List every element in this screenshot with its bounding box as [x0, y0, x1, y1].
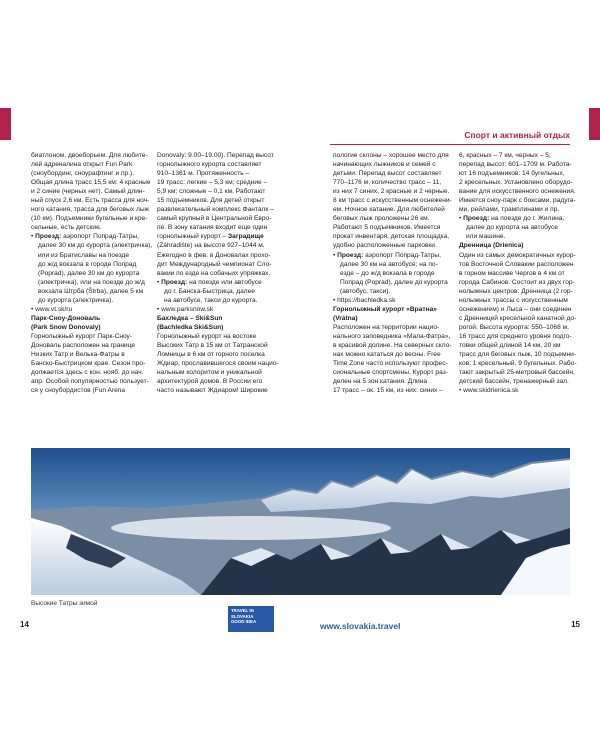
text-line: далее до курорта на автобусе	[466, 224, 558, 232]
text-line: рогой. Высота курорта: 550–1068 м,	[459, 323, 569, 331]
text-line: (Záhradište) на высоте 927–1044 м.	[157, 242, 265, 250]
text-line: пе. В зону катания входит еще один	[157, 224, 268, 232]
text-line: • Проезд: аэропорт Попрад-Татры,	[333, 251, 441, 259]
text-line: трасс для беговых лыж, 10 подъемни-	[459, 351, 577, 359]
text-line: архитектурой домов. В России его	[157, 378, 263, 386]
text-line: • www.skidrienica.sk	[459, 387, 519, 395]
section-tab-left	[0, 108, 11, 140]
section-title: Спорт и активный отдых	[330, 130, 570, 145]
text-line: 6, красных – 7 км, черных – 5;	[459, 152, 551, 159]
text-line: начинающих лыжников и семей с	[333, 161, 436, 169]
text-line: беговых лыж проложены 26 км.	[333, 215, 430, 223]
text-line: • www.vt.sk/ru	[31, 305, 73, 313]
text-line: ют 16 подъемников: 14 бугельных,	[459, 170, 565, 178]
text-line: (сноубординг, сноурафтинг и пр.).	[31, 170, 135, 178]
page-number-right: 15	[571, 620, 580, 629]
text-line: Ломницы в 6 км от горного поселка	[157, 351, 265, 359]
text-line: товки общей длиной 14 км, 20 км	[459, 341, 561, 349]
text-line: в красивой долине. На северных скло-	[333, 341, 452, 349]
text-line: вание для искусственного оснежения.	[459, 188, 576, 196]
text-line: Высоких Татр в 15 км от Татранской	[157, 341, 268, 349]
section-heading-line: Горнолыжный курорт «Вратна»	[333, 305, 437, 313]
text-line: нальным колоритом и уникальной	[157, 369, 262, 377]
text-line: 15 подъемников. Для детей открыт	[157, 197, 265, 205]
text-line: биатлоном, двоеборьем. Для любите-	[31, 152, 148, 159]
text-line: вокзала Штрба (Štrba), далее 5 км	[38, 287, 144, 295]
text-line: 770–1176 м, количество трасс – 11,	[333, 179, 442, 187]
text-line: делен на 5 зон катания. Длина	[333, 378, 428, 386]
text-line: 2 кресельных. Установлено оборудо-	[459, 179, 573, 187]
text-line: Имеется сноу-парк с боксами, радуга-	[459, 197, 576, 205]
text-line: ный спуск 2,6 км. Есть трасса для ноч-	[31, 197, 150, 205]
text-line: Donovaly: 9.00–19.00). Перепад высот	[157, 152, 274, 159]
text-column-1	[31, 151, 157, 395]
text-line: • Проезд: аэропорт Попрад-Татры,	[31, 233, 139, 241]
text-line: (10 км). Подъемники бугельные и кре-	[31, 215, 148, 223]
text-line: 19 трасс: легкие – 5,3 км; средние –	[157, 179, 268, 187]
text-line: тают закрытый 25-метровый бассейн,	[459, 369, 575, 377]
text-line: должается здесь с кон. нояб. до нач.	[31, 369, 144, 377]
text-line: вакии по езде на собачьих упряжках.	[157, 269, 271, 277]
text-line: 5,9 км; сложные – 0,1 км. Работают	[157, 188, 266, 196]
text-line: детьми. Перепад высот составляет	[333, 170, 442, 178]
text-line: Расположен на территории нацио-	[333, 323, 440, 331]
text-line: Горнолыжный курорт на востоке	[157, 332, 257, 340]
text-line: до г. Банска-Быстрица, далее	[164, 287, 255, 295]
logo-line: GOOD IDEA	[231, 619, 257, 625]
website-link[interactable]: www.slovakia.travel	[320, 621, 401, 631]
text-line: часто называют Ждиаром! Широкие	[157, 387, 268, 395]
text-line: ного катания, трасса для беговых лыж	[31, 206, 150, 214]
text-line: 910–1361 м. Протяженность –	[157, 170, 250, 178]
text-line: Горнолыжный курорт Парк-Сноу-	[31, 332, 133, 340]
section-heading-line: (Park Snow Donovaly)	[31, 323, 101, 331]
text-line: пологие склоны – хорошее место для	[333, 152, 449, 159]
text-line: лей адреналина открыт Fun Park	[31, 161, 133, 169]
text-line: детский бассейн, тренажерный зал.	[459, 378, 569, 386]
text-line: • Проезд: на поезде или автобусе	[157, 278, 262, 286]
text-line: тов Восточной Словакии расположен	[459, 260, 574, 268]
text-line: с Дренницей кресельной канатной до-	[459, 314, 577, 322]
text-line: сиональные спортсмены. Курорт раз-	[333, 369, 448, 377]
text-line: оснежением) и Лыса – они соединен	[459, 305, 572, 313]
text-line: горнолыжный курорт – Заградище	[157, 233, 264, 241]
text-line: апр. Особой популярностью пользует-	[31, 378, 149, 386]
text-line: нального заповедника «Мала-Фатра»,	[333, 332, 451, 340]
text-line: ми, рейлами, трамплинами и пр.	[459, 206, 560, 214]
text-line: прокат инвентаря, детская площадка,	[333, 233, 450, 241]
text-line: в горном массиве Чергов в 4 км от	[459, 269, 565, 277]
text-line: нах можно кататься до весны. Free	[333, 351, 441, 359]
photo-caption: Высокие Татры зимой	[31, 600, 98, 607]
text-line: или из Братиславы на поезде	[38, 251, 129, 259]
text-line: (автобус, такси).	[340, 287, 391, 295]
text-column-4	[459, 151, 585, 395]
text-line: • https://bachledka.sk	[333, 296, 396, 304]
text-line: до курорта (электричка).	[38, 296, 114, 304]
text-line: Один из самых демократичных курор-	[459, 251, 576, 259]
text-line: Доноваль расположен на границе	[31, 341, 136, 349]
section-heading-line: (Bachledka Ski&Sun)	[157, 323, 224, 331]
text-line: Ждиар, прославившегося своим нацио-	[157, 360, 279, 368]
text-line: далее 30 км на автобусе; на по-	[340, 260, 438, 268]
text-line: 17 трасс – ок. 15 км, из них: синих –	[333, 387, 443, 395]
text-line: Банско-Быстрицком крае. Сезон про-	[31, 360, 146, 368]
page-number-left: 14	[20, 620, 29, 629]
text-line: из них 7 синих, 2 красные и 2 черные.	[333, 188, 450, 196]
text-line: удобно расположенные парковки.	[333, 242, 437, 250]
text-line: 16 трасс для среднего уровня подго-	[459, 332, 572, 340]
text-line: Time Zone часто используют профес-	[333, 360, 448, 368]
text-line: ся у сноубордистов (Fun Arena	[31, 387, 126, 395]
text-line: езде – до ж/д вокзала в городе	[340, 269, 435, 277]
text-line: перепад высот: 601–1709 м. Работа-	[459, 161, 572, 169]
section-heading-line: Бахледка – Ski&Sun	[157, 314, 223, 322]
text-line: нолыжных центров: Дренница (2 гор-	[459, 287, 573, 295]
logo-line: TRAVEL IN	[231, 608, 254, 613]
text-line: дит Международный чемпионат Сло-	[157, 260, 272, 268]
text-line: Работают 5 подъемников. Имеется	[333, 224, 441, 232]
text-line: сельные, есть детские.	[31, 224, 102, 232]
text-line: ков: 1 кресельный, 9 бугельных. Рабо-	[459, 360, 577, 368]
text-line: города Сабинов. Состоит из двух гор-	[459, 278, 575, 286]
text-line: Низких Татр и Велька-Фатры в	[31, 351, 125, 359]
logo-line: SLOVAKIA	[231, 613, 254, 619]
text-line: до ж/д вокзала в городе Попрад	[38, 260, 137, 268]
text-line: Общая длина трасс 15,5 км: 4 красные	[31, 179, 151, 187]
mountain-panorama-photo	[31, 448, 570, 595]
text-line: далее 30 км до курорта (электричка),	[38, 242, 153, 250]
text-line: 8 км трасс с искусственным оснежени-	[333, 197, 452, 205]
text-line: на автобусе, такси до курорта.	[164, 296, 258, 304]
text-column-3	[333, 151, 459, 395]
text-line: самый крупный в Центральной Евро-	[157, 215, 272, 223]
text-line: • Проезд: на поезде до г. Жилина,	[459, 215, 565, 223]
text-line: Ежегодно в фев. в Доновалах прохо-	[157, 251, 271, 259]
text-line: или машине.	[466, 233, 506, 241]
text-line: ем. Ночное катание. Для любителей	[333, 206, 445, 214]
section-heading-line: (Vrátna)	[333, 314, 358, 322]
text-line: развлекательный комплекс Фанталк –	[157, 206, 274, 214]
text-line: нолыжных трассы с искусственным	[459, 296, 568, 304]
text-line: (Poprad), далее 30 км до курорта	[38, 269, 140, 277]
text-line: (электричка), или на поезде до ж/д	[38, 278, 145, 286]
text-column-2	[157, 151, 283, 395]
section-heading-line: Парк-Сноу-Доноваль	[31, 314, 101, 322]
text-line: и 2 синие (черных нет). Самый длин-	[31, 188, 145, 196]
text-line: • www.parksnow.sk	[157, 305, 214, 313]
text-line: горнолыжного курорта составляет	[157, 161, 262, 169]
section-tab-right	[589, 108, 600, 140]
text-line: Попрад (Poprad), далее до курорта	[340, 278, 448, 286]
section-heading-line: Дренница (Drienica)	[459, 242, 524, 250]
travel-in-slovakia-logo	[228, 606, 274, 632]
